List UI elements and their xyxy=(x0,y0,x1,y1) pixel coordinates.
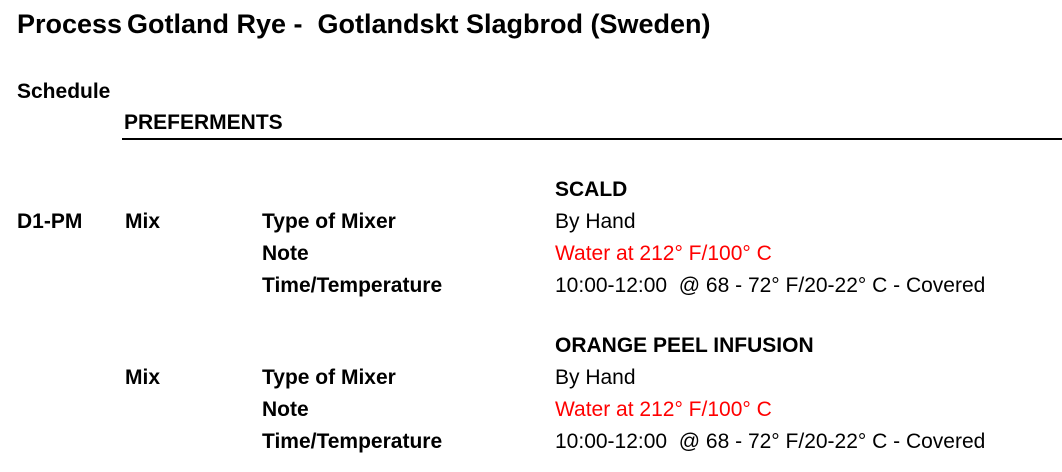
attr-label-type-of-mixer: Type of Mixer xyxy=(262,366,396,389)
attr-value-note: Water at 212° F/100° C xyxy=(555,242,772,265)
section-underline xyxy=(122,138,1062,140)
attr-label-time-temperature: Time/Temperature xyxy=(262,430,443,453)
action-label: Mix xyxy=(125,366,161,389)
attr-label-note: Note xyxy=(262,242,309,265)
section-header-preferments: PREFERMENTS xyxy=(124,111,283,134)
attr-value-note: Water at 212° F/100° C xyxy=(555,398,772,421)
component-title-orange-peel-infusion: ORANGE PEEL INFUSION xyxy=(555,334,814,357)
day-label: D1-PM xyxy=(17,210,83,233)
action-label: Mix xyxy=(125,210,161,233)
schedule-label: Schedule xyxy=(17,80,111,103)
attr-label-time-temperature: Time/Temperature xyxy=(262,274,443,297)
attr-value-type-of-mixer: By Hand xyxy=(555,210,636,233)
process-label: Process xyxy=(17,9,123,39)
attr-value-type-of-mixer: By Hand xyxy=(555,366,636,389)
page-title: Gotland Rye - Gotlandskt Slagbrod (Sweden) xyxy=(127,9,711,39)
attr-value-time-temperature: 10:00-12:00 @ 68 - 72° F/20-22° C - Covered xyxy=(555,430,986,453)
attr-label-note: Note xyxy=(262,398,309,421)
attr-value-time-temperature: 10:00-12:00 @ 68 - 72° F/20-22° C - Covered xyxy=(555,274,986,297)
component-title-scald: SCALD xyxy=(555,178,628,201)
attr-label-type-of-mixer: Type of Mixer xyxy=(262,210,396,233)
